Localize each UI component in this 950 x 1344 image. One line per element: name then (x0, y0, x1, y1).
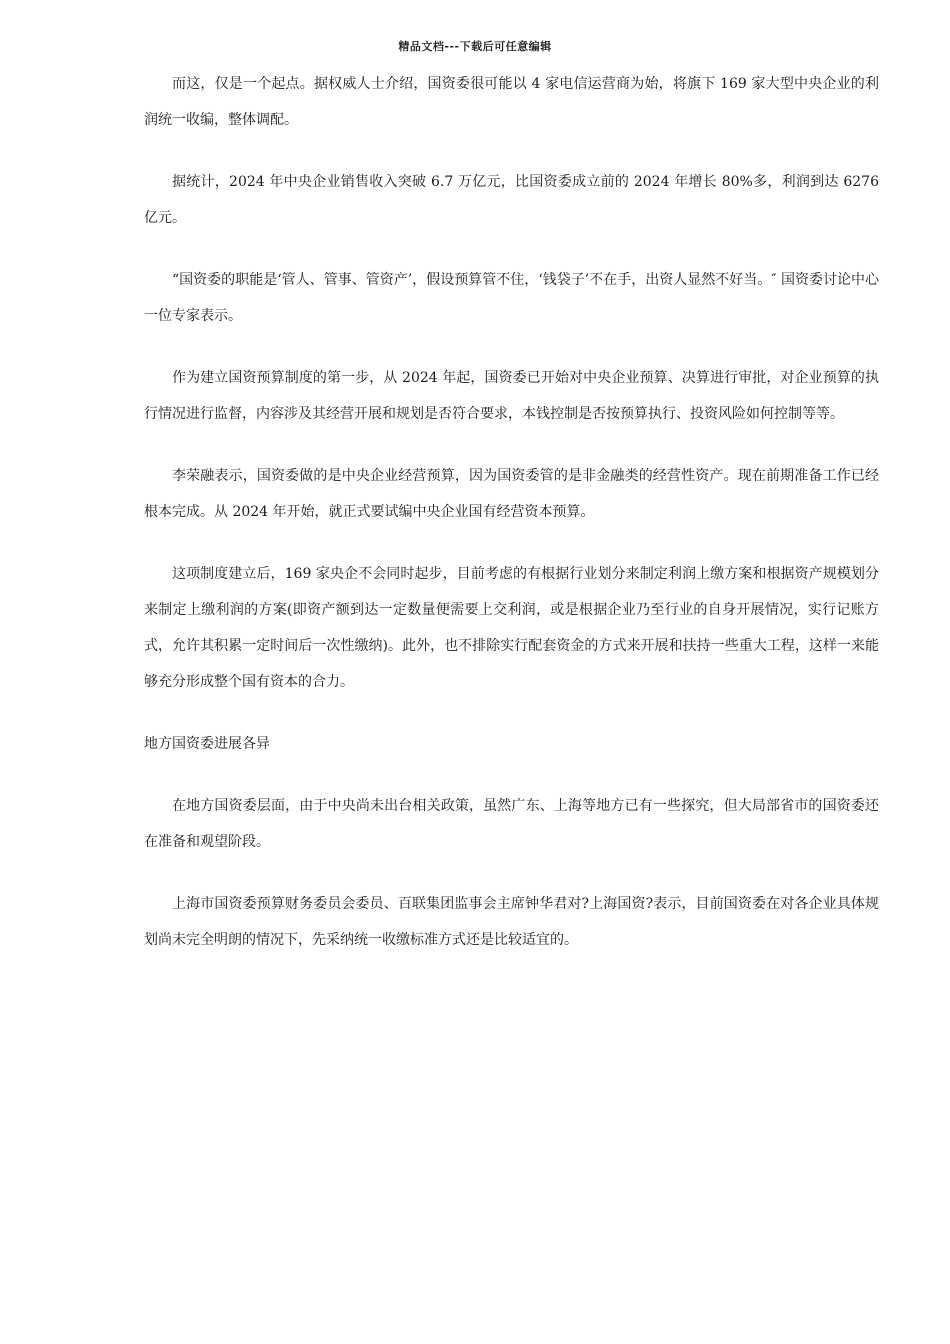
paragraph-6: 这项制度建立后，169 家央企不会同时起步，目前考虑的有根据行业划分来制定利润上缴方案和根据资产规模划分来制定上缴利润的方案(即资产额到达一定数量便需要上交利润，或是根据企业乃至行业的自身开展情况，实行记账方式，允许其积累一定时间后一次性缴纳)。此外，也不排除实行配套资金的方式来开展和扶持一些重大工程，这样一来能够充分形成整个国有资本的合力。 (144, 566, 879, 690)
paragraph-8: 上海市国资委预算财务委员会委员、百联集团监事会主席钟华君对?上海国资?表示，目前国资委在对各企业具体规划尚未完全明朗的情况下，先采纳统一收缴标准方式还是比较适宜的。 (144, 896, 879, 948)
document-body (144, 66, 879, 984)
paragraph-2: 据统计，2024 年中央企业销售收入突破 6.7 万亿元，比国资委成立前的 2024 年增长 80%多，利润到达 6276 亿元。 (144, 174, 879, 226)
paragraph-1: 而这，仅是一个起点。据权威人士介绍，国资委很可能以 4 家电信运营商为始，将旗下 169 家大型中央企业的利润统一收编，整体调配。 (144, 76, 879, 128)
paragraph-5: 李荣融表示，国资委做的是中央企业经营预算，因为国资委管的是非金融类的经营性资产。现在前期准备工作已经根本完成。从 2024 年开始，就正式要试编中央企业国有经营资本预算。 (144, 468, 879, 520)
page-header: 精品文档---下载后可任意编辑 (398, 40, 552, 53)
section-heading: 地方国资委进展各异 (144, 736, 270, 752)
paragraph-4: 作为建立国资预算制度的第一步，从 2024 年起，国资委已开始对中央企业预算、决算进行审批，对企业预算的执行情况进行监督，内容涉及其经营开展和规划是否符合要求，本钱控制是否按预算执行、投资风险如何控制等等。 (144, 370, 879, 422)
paragraph-3: “国资委的职能是‘管人、管事、管资产’，假设预算管不住，‘钱袋子’不在手，出资人显然不好当。″ 国资委讨论中心一位专家表示。 (144, 272, 879, 324)
paragraph-7: 在地方国资委层面，由于中央尚未出台相关政策，虽然广东、上海等地方已有一些探究，但大局部省市的国资委还在准备和观望阶段。 (144, 798, 879, 850)
